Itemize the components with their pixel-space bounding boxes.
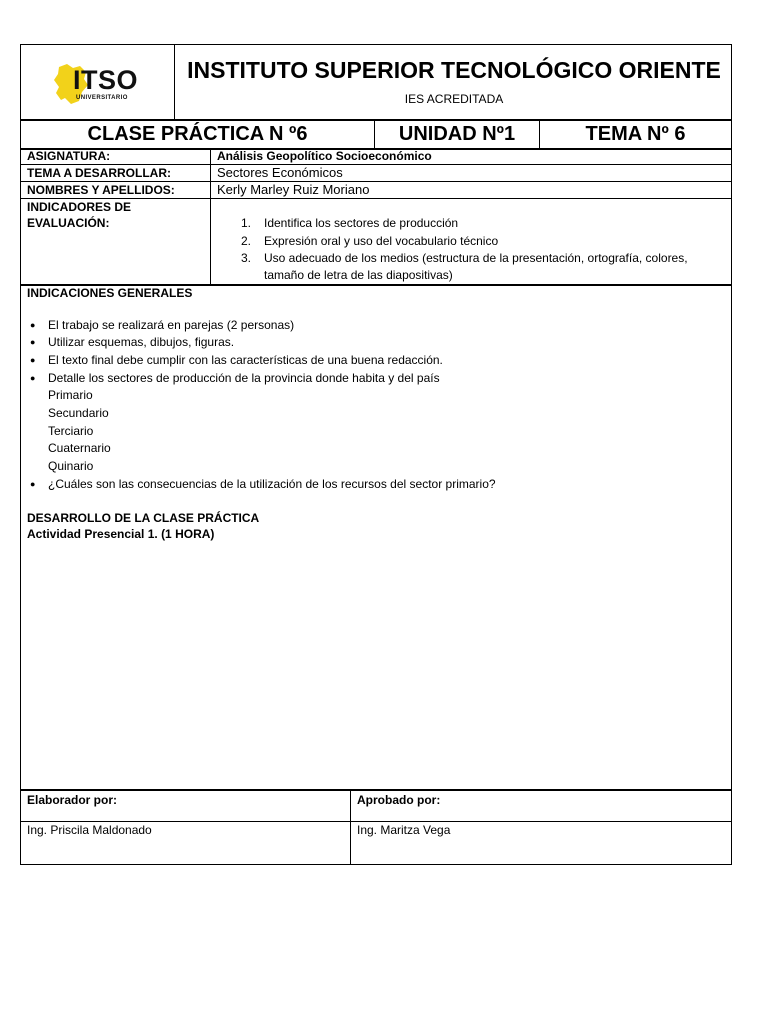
signature-table — [20, 790, 732, 865]
bullet-item: El texto final debe cumplir con las características de una buena redacción. — [48, 353, 443, 367]
logo-cell — [21, 45, 175, 119]
bullet-item: El trabajo se realizará en parejas (2 personas) — [48, 318, 295, 332]
document-header — [20, 44, 732, 120]
bullet-icon: ● — [30, 320, 36, 330]
sector-item: Secundario — [48, 406, 109, 420]
indicador-text-cont: tamaño de letra de las diapositivas) — [264, 268, 453, 282]
indicadores-label-2: EVALUACIÓN: — [27, 216, 110, 230]
nombres-label: NOMBRES Y APELLIDOS: — [27, 183, 175, 197]
sector-item: Quinario — [48, 459, 94, 473]
indicador-text: Uso adecuado de los medios (estructura de la presentación, ortografía, colores, — [264, 251, 688, 265]
logo-text: ITSO — [73, 65, 139, 95]
info-table — [20, 149, 732, 285]
bullet-icon: ● — [30, 479, 36, 489]
content-body — [20, 285, 732, 790]
bullet-icon: ● — [30, 337, 36, 347]
aprobado-name: Ing. Maritza Vega — [357, 823, 451, 837]
clase-practica-title: CLASE PRÁCTICA N º6 — [21, 121, 375, 148]
sector-item: Primario — [48, 388, 93, 402]
bullet-icon: ● — [30, 373, 36, 383]
tema-title: TEMA Nº 6 — [585, 123, 686, 145]
footer-divider — [350, 791, 351, 864]
indicador-text: Identifica los sectores de producción — [264, 216, 459, 230]
indicador-text: Expresión oral y uso del vocabulario técnico — [264, 234, 499, 248]
indicador-num: 3. — [241, 251, 252, 265]
aprobado-label: Aprobado por: — [357, 793, 441, 807]
info-divider — [210, 150, 211, 284]
tema-label: TEMA A DESARROLLAR: — [27, 166, 171, 180]
row-divider — [21, 164, 731, 165]
logo-subtext: UNIVERSITARIO — [76, 95, 128, 101]
indicador-num: 1. — [241, 216, 252, 230]
nombres-value: Kerly Marley Ruiz Moriano — [217, 182, 370, 197]
asignatura-value: Análisis Geopolítico Socioeconómico — [217, 149, 432, 163]
row-divider — [21, 198, 731, 199]
institute-subtitle: IES ACREDITADA — [404, 92, 504, 106]
bullet-item: Detalle los sectores de producción de la provincia donde habita y del país — [48, 371, 440, 385]
bullet-item: Utilizar esquemas, dibujos, figuras. — [48, 335, 235, 349]
desarrollo-title: DESARROLLO DE LA CLASE PRÁCTICA — [27, 511, 260, 525]
unidad-title: UNIDAD Nº1 — [375, 121, 540, 148]
asignatura-label: ASIGNATURA: — [27, 149, 111, 163]
indicaciones-title: INDICACIONES GENERALES — [27, 286, 193, 300]
sector-item: Cuaternario — [48, 441, 111, 455]
row-divider — [21, 181, 731, 182]
tema-value: Sectores Económicos — [217, 165, 343, 180]
elaborador-label: Elaborador por: — [27, 793, 118, 807]
elaborador-name: Ing. Priscila Maldonado — [27, 823, 152, 837]
indicador-num: 2. — [241, 234, 252, 248]
institute-title: INSTITUTO SUPERIOR TECNOLÓGICO ORIENTE — [187, 57, 721, 83]
indicadores-label: INDICADORES DE — [27, 200, 132, 214]
sector-item: Terciario — [48, 424, 94, 438]
bullet-item: ¿Cuáles son las consecuencias de la utilización de los recursos del sector primario? — [48, 477, 496, 491]
actividad-label: Actividad Presencial 1. (1 HORA) — [27, 527, 215, 541]
bullet-icon: ● — [30, 355, 36, 365]
footer-row-divider — [21, 821, 731, 822]
practice-row — [20, 120, 732, 149]
